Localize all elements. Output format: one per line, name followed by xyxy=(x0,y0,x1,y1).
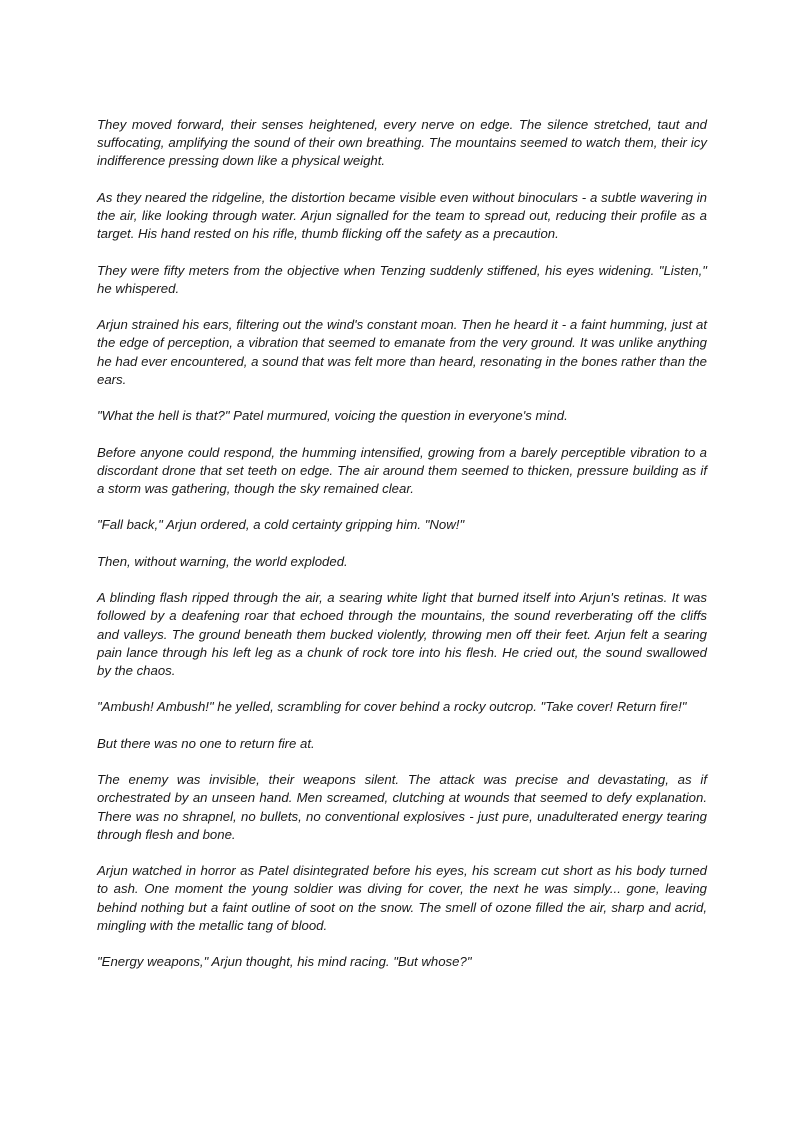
paragraph: "Ambush! Ambush!" he yelled, scrambling for cover behind a rocky outcrop. "Take cover! Return fire!" xyxy=(97,699,687,715)
paragraph: Before anyone could respond, the humming intensified, growing from a barely perceptible vibration to a discordant drone that set teeth on edge. The air around them seemed to thicken, pressure building as if a storm was gathering, though the sky remained clear. xyxy=(97,444,707,496)
paragraph: But there was no one to return fire at. xyxy=(97,735,315,751)
paragraph: As they neared the ridgeline, the distortion became visible even without binoculars - a subtle wavering in the air, like looking through water. Arjun signalled for the team to spread out, reducing their profile as a target. His hand rested on his rifle, thumb flicking off the safety as a precaution. xyxy=(97,189,707,242)
paragraph: Arjun strained his ears, filtering out the wind's constant moan. Then he heard it - a faint humming, just at the edge of perception, a vibration that seemed to emanate from the very ground. It was unlike anything he had ever encountered, a sound that was felt more than heard, resonating in the bones rather than the ears. xyxy=(97,317,707,387)
paragraph: "What the hell is that?" Patel murmured, voicing the question in everyone's mind. xyxy=(97,408,568,424)
paragraph: Then, without warning, the world exploded. xyxy=(97,553,348,569)
document-page xyxy=(97,116,707,990)
paragraph: A blinding flash ripped through the air, a searing white light that burned itself into Arjun's retinas. It was followed by a deafening roar that echoed through the mountains, the sound reverberating off the cliffs and valleys. The ground beneath them bucked violently, throwing men off their feet. Arjun felt a searing pain lance through his left leg as a chunk of rock tore into his flesh. He cried out, the sound swallowed by the chaos. xyxy=(97,590,707,678)
paragraph: "Fall back," Arjun ordered, a cold certainty gripping him. "Now!" xyxy=(97,517,465,533)
paragraph: "Energy weapons," Arjun thought, his mind racing. "But whose?" xyxy=(97,954,472,970)
paragraph: They were fifty meters from the objective when Tenzing suddenly stiffened, his eyes widening. "Listen," he whispered. xyxy=(97,262,707,296)
paragraph: The enemy was invisible, their weapons silent. The attack was precise and devastating, as if orchestrated by an unseen hand. Men screamed, clutching at wounds that seemed to defy explanation. There was no shrapnel, no bullets, no conventional explosives - just pure, unadulterated energy tearing through flesh and bone. xyxy=(97,772,707,842)
paragraph: They moved forward, their senses heightened, every nerve on edge. The silence stretched, taut and suffocating, amplifying the sound of their own breathing. The mountains seemed to watch them, their icy indifference pressing down like a physical weight. xyxy=(97,117,707,169)
paragraph: Arjun watched in horror as Patel disintegrated before his eyes, his scream cut short as his body turned to ash. One moment the young soldier was diving for cover, the next he was simply... gone, leaving behind nothing but a faint outline of soot on the snow. The smell of ozone filled the air, sharp and acrid, mingling with the metallic tang of blood. xyxy=(97,863,707,933)
